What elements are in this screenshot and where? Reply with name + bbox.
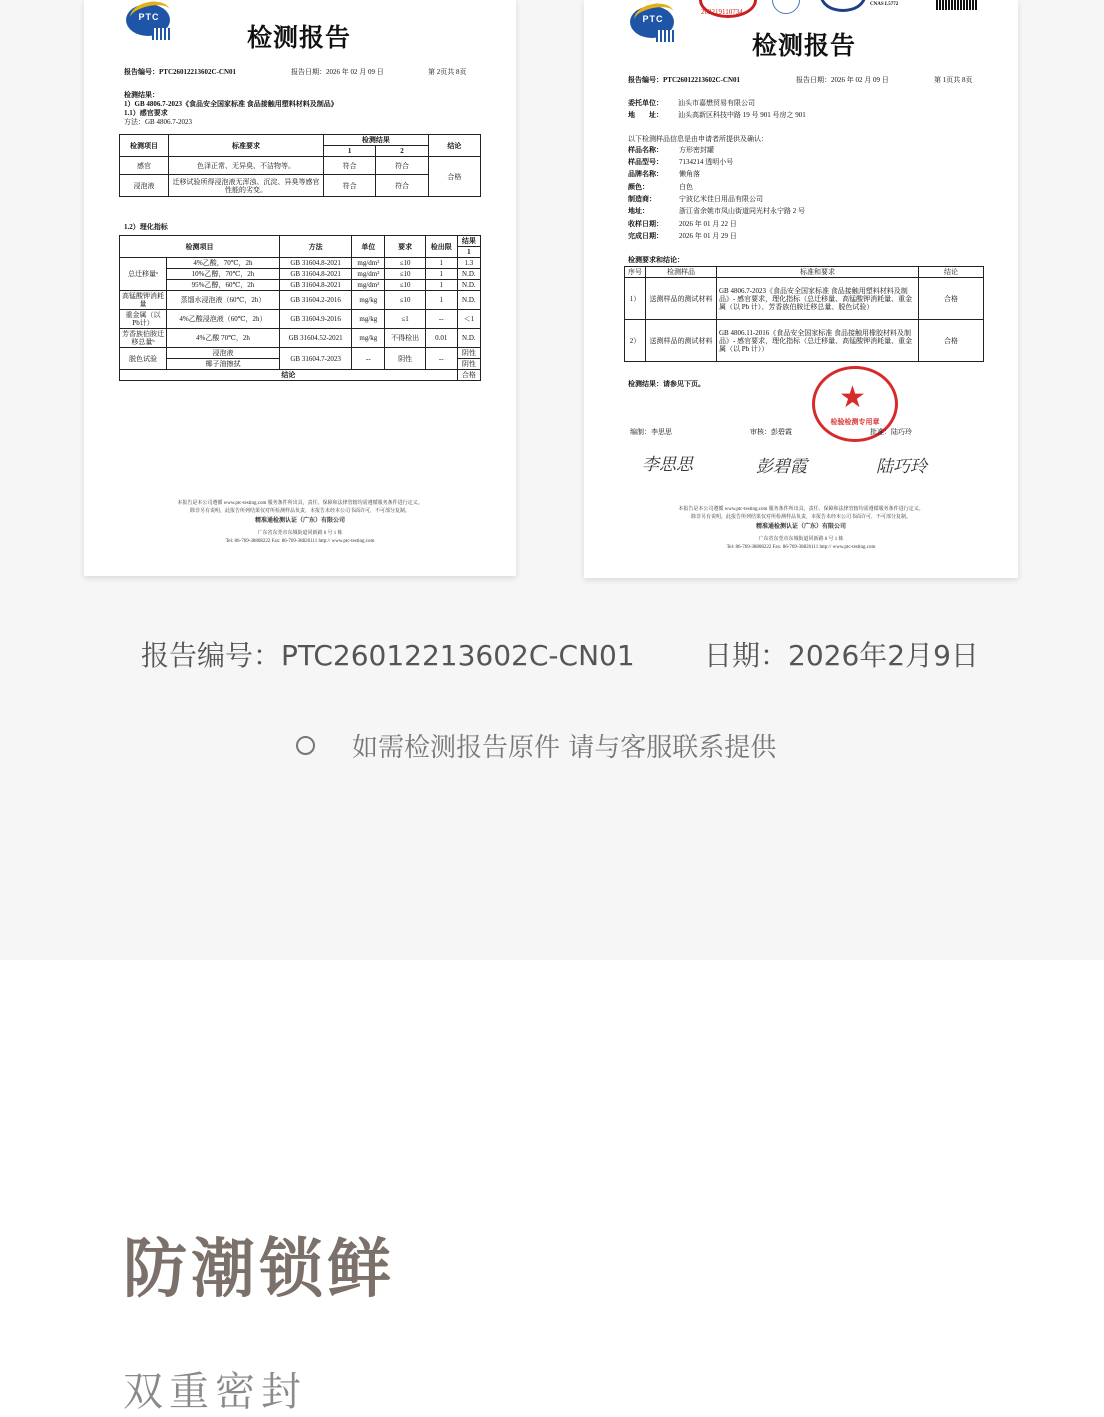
report-title: 检测报告 xyxy=(752,31,857,60)
requirements-table: 序号 检测样品 标准和要求 结论 1） 送测样品的测试材料 GB 4806.7-2023《食品安全国家标准 食品接触用塑料材料及制品》- 感官要求，理化指标（总迁移量、高锰酸钾消耗量、重金属（以 Pb 计）、芳香族伯胺迁移总量、脱色试验） 合格 2） 送测样品的测试材料 GB 4806.11-2016《食品安全国家标准 食品接触用橡胶材料及制品》- 感官要求，理化指标（总迁移量、高锰酸钾消耗量、重金属（以 Pb 计）） 合格 xyxy=(624,266,984,362)
cma-cert-number: 202219110734 xyxy=(701,8,743,16)
info-label: 样品型号： xyxy=(628,158,663,166)
report-title: 检测报告 xyxy=(247,23,352,52)
report-number: 报告编号：PTC26012213602C-CN01 xyxy=(124,68,236,76)
info-value: 懒角落 xyxy=(679,170,700,178)
report-page-2 xyxy=(84,0,516,576)
report-date: 报告日期：2026 年 02 月 09 日 xyxy=(291,68,384,76)
page-number: 第 1页共 8页 xyxy=(934,76,973,84)
info-label: 收样日期： xyxy=(628,220,663,228)
seal-star-icon: ★ xyxy=(839,381,866,414)
info-value: 浙江省余姚市凤山街道同光村永宁路 2 号 xyxy=(679,207,805,215)
approver: 批准：陆巧玲 xyxy=(870,428,912,436)
info-label: 制造商： xyxy=(628,195,656,203)
cnas-number: CNAS L5772 xyxy=(870,2,899,7)
info-value: 2026 年 01 月 29 日 xyxy=(679,232,737,240)
report-page-1 xyxy=(584,0,1018,578)
section-sensory: 1.1）感官要求 xyxy=(124,109,168,117)
footer-company: 精准通检测认证（广东）有限公司 xyxy=(254,518,345,524)
info-label: 品牌名称： xyxy=(628,170,663,178)
footer-disclaimer-1: 本报告是本公司遵循 www.ptc-testing.com 服务条件所出具，责任、保障和法律管辖均需遵循服务条件进行定义。 xyxy=(177,501,423,506)
client-name: 汕头市嘉懋贸易有限公司 xyxy=(678,99,755,107)
sample-info-intro: 以下检测样品信息是由申请者所提供及确认： xyxy=(628,135,768,143)
signature-editor: 李思思 xyxy=(642,455,693,475)
requirements-heading: 检测要求和结论： xyxy=(628,256,684,264)
signature-approver: 陆巧玲 xyxy=(876,457,927,477)
address-label: 地 址： xyxy=(628,111,663,119)
sensory-table: 检测项目 标准要求 检测结果 结论 1 2 感官 色泽正常、无异臭、不洁物等。 符合 符合 合格 浸泡液 迁移试验所得浸泡液无浑浊、沉淀、异臭等感官性能的劣变。 符合 符合 xyxy=(119,134,481,197)
info-value: 7134214 透明小号 xyxy=(679,158,734,166)
official-seal: ★ 检验检测专用章 xyxy=(812,366,898,442)
report-number: 报告编号：PTC26012213602C-CN01 xyxy=(628,76,740,84)
editor: 编制：李思思 xyxy=(630,428,672,436)
qr-code-icon xyxy=(936,0,978,10)
sensory-method: 方法：GB 4806.7-2023 xyxy=(124,118,193,126)
caption-report-number: 报告编号：PTC26012213602C-CN01 xyxy=(141,639,635,672)
section-subtitle: 双重密封 xyxy=(123,1369,307,1415)
info-label: 完成日期： xyxy=(628,232,663,240)
reviewer: 审核：彭碧霞 xyxy=(750,428,792,436)
signature-reviewer: 彭碧霞 xyxy=(756,457,807,477)
result-heading: 检测结果： xyxy=(124,91,159,99)
circle-bullet-icon xyxy=(296,736,315,755)
footer-disclaimer-1: 本报告是本公司遵循 www.ptc-testing.com 服务条件所出具，责任、保障和法律管辖均需遵循服务条件进行定义。 xyxy=(678,507,924,512)
footer-company: 精准通检测认证（广东）有限公司 xyxy=(755,524,846,530)
info-value: 宁波亿米佳日用品有限公司 xyxy=(679,195,763,203)
footer-contact: Tel: 86-769-38808222 Fax: 86-769-38826111 http:// www.ptc-testing.com xyxy=(726,545,876,550)
original-report-note: 如需检测报告原件 请与客服联系提供 xyxy=(352,733,777,763)
section-physical: 1.2）理化指标 xyxy=(124,223,168,231)
info-label: 颜色： xyxy=(628,183,649,191)
footer-disclaimer-2: 除非另有说明，此报告所列结果仅对所检测样品负责，本报告未经本公司书面许可，不可部分复制。 xyxy=(189,509,410,514)
ptc-logo: PTC xyxy=(628,2,678,42)
ptc-logo: PTC xyxy=(124,0,174,40)
info-label: 地址： xyxy=(628,207,649,215)
info-label: 样品名称： xyxy=(628,146,663,154)
section-title: 防潮锁鲜 xyxy=(123,1233,395,1307)
info-value: 白色 xyxy=(679,183,693,191)
page-number: 第 2页共 8页 xyxy=(428,68,467,76)
footer-disclaimer-2: 除非另有说明，此报告所列结果仅对所检测样品负责，本报告未经本公司书面许可，不可部分复制。 xyxy=(690,515,911,520)
footer-address: 广东省东莞市东城街道同新路 6 号 1 栋 xyxy=(758,537,844,542)
cnas-mark-icon xyxy=(820,0,866,12)
footer-contact: Tel: 86-769-38808222 Fax: 86-769-38826111 http:// www.ptc-testing.com xyxy=(225,539,375,544)
ilac-mark-icon xyxy=(772,0,800,14)
client-address: 汕头高新区科技中路 19 号 901 号房之 901 xyxy=(678,111,806,119)
footer-address: 广东省东莞市东城街道同新路 6 号 1 栋 xyxy=(257,531,343,536)
info-value: 2026 年 01 月 22 日 xyxy=(679,220,737,228)
test-result-line: 检测结果：请参见下页。 xyxy=(628,380,705,388)
caption-date: 日期：2026年2月9日 xyxy=(704,639,979,672)
info-value: 方形密封罐 xyxy=(679,146,714,154)
physicochemical-table: 检测项目 方法 单位 要求 检出限 结果 1 总迁移量ᵃ 4%乙酸，70℃，2h GB 31604.8-2021 mg/dm² ≤10 1 1.3 10%乙醇，70℃，2h GB 31604.8-2021 mg/dm² ≤10 1 N.D. 95%乙醇，60℃，2h GB 31604.8-2021 mg/dm² ≤10 1 N.D. 高锰酸钾消耗量 蒸馏水浸泡液（60℃，2h） GB 31604.2-2016 mg/kg ≤10 1 N.D. 重金属（以Pb计） 4%乙酸浸泡液（60℃，2h） GB 31604.9-2016 mg/kg ≤1 -- ＜1 芳香族伯胺迁移总量ᵇ 4%乙酸 70℃，2h GB 31604.52-2021 mg/kg 不得检出 0.01 N.D. 脱色试验 浸泡液 GB 31604.7-2023 -- 阴性 -- 阴性 椰子油擦拭 阴性 结论 合格 xyxy=(119,235,481,381)
client-label: 委托单位： xyxy=(628,99,663,107)
report-date: 报告日期：2026 年 02 月 09 日 xyxy=(796,76,889,84)
standard-line: 1）GB 4806.7-2023《食品安全国家标准 食品接触用塑料材料及制品》 xyxy=(124,100,338,108)
